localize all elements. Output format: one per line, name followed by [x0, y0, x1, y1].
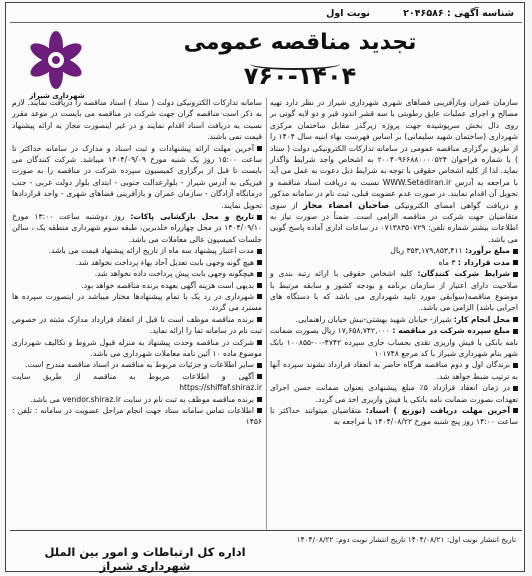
bullet-icon — [513, 408, 518, 413]
left-column — [12, 97, 262, 428]
note-text: سایر اطلاعات و جزئیات مربوط به مناقصه در اسناد مناقصه مندرج است. — [25, 360, 254, 370]
list-item — [270, 382, 518, 405]
ad-id: شناسه آگهی : ۲۰۴۶۵۸۶ — [403, 8, 514, 19]
note-text: مدت اعتبار پیشنهاد سه ماه از تاریخ ارائه پیشنهاد قیمت می باشد. — [48, 246, 254, 256]
note-text: شهرداری در رد یک یا تمام پیشنهادها مختار میباشد در اینصورت سپرده ها مسترد می گردد. — [12, 291, 262, 313]
bullet-icon — [513, 317, 518, 322]
bullet-icon — [257, 146, 262, 151]
ad-title: تجدید مناقصه عمومی — [183, 30, 417, 55]
ad-header — [8, 4, 520, 24]
list-item — [12, 359, 262, 370]
item-label: محل انجام کار: — [453, 314, 510, 324]
item-label: شرایط شرکت کنندگان: — [417, 269, 510, 279]
list-item — [270, 405, 518, 428]
list-item — [270, 325, 518, 359]
list-item — [12, 268, 262, 279]
intro-bold: صاحبان امضاء مجاز — [303, 199, 390, 210]
deadline-text: آخرین مهلت ارائه پیشنهادات و ثبت اسناد و مدارک در سامانه حداکثر تا ساعت ۱۵:۰۰ روز یک شنبه مورخ ۱۴۰۴/۰۹/۰۹ میباشد. شرکت کنندگان می بایست تا قبل از برگزاری کمیسیون سپرده شرکت در مناقصه را به صورت فیزیکی به آدرس شیراز - بلوارعدالت جنوبی - ابتدای بلوار دولت غربی - جنب درمانگاه آزادگان - سازمان عمران و بازآفرینی فضاهای شهری - واحد قراردادها تحویل نمایند. — [12, 143, 263, 210]
bullet-icon — [257, 260, 262, 265]
item-text: متقاضیان میتوانند حداکثر تا ساعت ۱۴:۰۰ روز پنج شنبه مورخ ۱۴۰۴/۰۸/۲۲ با مراجعه به — [270, 405, 518, 427]
list-item — [270, 314, 518, 325]
publication-round: نوبت اول — [326, 8, 370, 19]
opening-text: روز دوشنبه ساعت ۱۳:۰۰ مورخ ۱۴۰۴/۰۹/۱۰ در محل چهارراه خلدبرین، طبقه سوم شهرداری منطقه یک ، سالن جلسات کمیسیون عالی معاملات می باشد. — [12, 212, 262, 244]
bullet-icon — [513, 386, 518, 391]
intro-text: سازمان عمران وبازآفرینی فضاهای شهری شهرداری شیراز در نظر دارد تهیه مصالح و اجرای عملیات عایق رطوبتی با سه قشر اندود قیر و دو لایه گونی بر روی دال بخش سرپوشیده جهت پروژه زیرگذر مقابل ساختمان مرکزی شهرداری (ساختمان شهید سلیمانی) بر اساس فهرست بهاء ابنیه سال ۱۴۰۴ را از طریق برگزاری مناقصه عمومی در سامانه تدارکات الکترونیکی دولت ( ستاد ) با شماره فراخوان ۲۰۰۴۰۹۶۶۸۸۰۰۰۰۵۲۴ به اشخاص واجد شرایط واگذار نماید. لذا از کلیه اشخاص حقوقی با توجه به شرایط ذیل دعوت به عمل می آید با مراجعه به آدرس WWW.Setadiran.ir نسبت به دریافت اسناد مناقصه و تحویل آن اقدام نمایند. در صورت عدم عضویت قبلی، ثبت نام در سامانه مذکور و دریافت گواهی امضای الکترونیکی — [270, 98, 519, 210]
bullet-icon — [257, 408, 262, 413]
bullet-icon — [257, 249, 262, 254]
left-intro: سامانه تدارکات الکترونیکی دولت ( ستاد ) اسناد مناقصه را دریافت نمایند. لازم به ذکر است مناقصه گران جهت شرکت در مناقصه می بایست در موعد مقرر نسبت به دریافت اسناد اقدام نمایند و در غیر اینصورت مجاز به ارائه پیشنهاد قیمت نمی باشند. — [12, 98, 262, 142]
bullet-icon — [257, 215, 262, 220]
list-item — [12, 280, 262, 291]
item-label: آخرین مهلت دریافت (توزیع ) اسناد: — [365, 405, 511, 415]
bullet-icon — [513, 249, 518, 254]
column-divider — [266, 98, 267, 530]
list-item — [270, 245, 518, 256]
item-text: در زمان انعقاد قرارداد ۵٪ مبلغ پیشنهادی بعنوان ضمانت حسن اجرای تعهدات بصورت ضمانت نامه بانکی یا فیش واریزی اخذ می گردد. — [270, 383, 518, 404]
list-item — [270, 359, 518, 382]
note-text: هیچ گونه وجهی بابت تعدیل آحاد بهاء پرداخت نخواهد شد. — [75, 257, 254, 267]
logo-caption: شهرداری شیراز — [29, 92, 85, 100]
right-column — [270, 97, 518, 428]
item-label: مبلغ برآورد: — [465, 246, 510, 256]
item-text: شیراز- خیابان شهید بهشتی-نبش خیابان راهنمایی. — [295, 314, 454, 324]
item-text: ۳۵۳,۱۷۹,۸۵۳,۴۱۱ ریال — [390, 246, 466, 256]
bullet-icon — [513, 329, 518, 334]
opening-label: تاریخ و محل بازگشایی پاکات: — [130, 212, 254, 222]
note-text: اطلاعات تماس سامانه ستاد جهت انجام مراحل عضویت در سامانه : تلفن : ۱۴۵۶ — [12, 405, 262, 427]
bullet-icon — [257, 272, 262, 277]
list-item — [270, 257, 518, 268]
item-label: مبلغ سپرده شرکت در مناقصه : — [392, 326, 511, 336]
list-item — [12, 405, 262, 428]
bullet-icon — [257, 294, 262, 299]
bullet-icon — [513, 363, 518, 368]
intro-tail: از سوی متقاضیان جهت شرکت در مناقصه الزامی است. ضمناً در صورت نیاز به اطلاعات بیشتر شماره تلفن: ۰۷۱۳۸۳۵۰۷۲۹ در ساعات اداری آماده پاسخ گویی می باشد. — [270, 200, 518, 244]
bullet-icon — [513, 272, 518, 277]
note-text: آگهی و اطلاعات مربوط به مناقصه از طریق سایت https://shiffaf.shiraz.ir — [12, 371, 262, 393]
note-text: هیچگونه وجهی بابت پیش پرداخت داده نخواهد شد. — [94, 269, 254, 279]
item-text: برندگان اول و دوم مناقصه هرگاه حاضر به انعقاد قرارداد نشوند سپرده آنها به ترتیب ضبط خواهد شد. — [270, 360, 518, 381]
note-text: برنده مناقصه موظف به ثبت نام در سایت vendor.shiraz.ir می باشد. — [29, 394, 254, 404]
note-text: بدیهی است هزینه آگهی بعهده برنده مناقصه خواهد بود. — [81, 280, 254, 290]
footer-divider — [10, 530, 522, 531]
item-text: ۱۷,۶۵۸,۷۴۲,۰۰۰ ریال بصورت ضمانت نامه بانکی یا فیش واریزی نقدی بحساب جاری سپرده ۴۷۴۲-۰۰-۱۰۰۸۵۵ بانک شهر بنام شهرداری شیراز با کد مرجع ۱۰۱۷۴۸ — [270, 326, 518, 358]
bullet-icon — [257, 397, 262, 402]
header-divider — [10, 22, 522, 23]
item-text: ۳ ماه — [438, 257, 458, 267]
bullet-icon — [257, 363, 262, 368]
bullet-icon — [257, 374, 262, 379]
publication-dates: تاریخ انتشار نوبت اول: ۱۴۰۴/۰۸/۲۱ تاریخ انتشار نوبت دوم: ۱۴۰۴/۰۸/۲۲ — [296, 535, 516, 544]
list-item — [270, 268, 518, 314]
note-text: شرکت در مناقصه وحدت پیشنهاد به منزله قبول شروط و تکالیف شهرداری موضوع ماده ۱۰ آئین نامه معاملات شهرداری می باشد. — [12, 337, 262, 358]
item-text: کلیه اشخاص حقوقی با ارائه رتبه بندی و صلاحیت دارای اعتبار از سازمان برنامه و بودجه کشور و سابقه مرتبط با موضوع مناقصه(سوابقی مورد تایید شهرداری می باشد که با دستگاه های اجرایی باشد) الزامی می باشد. — [270, 269, 518, 313]
intro-paragraph — [270, 97, 518, 245]
item-label: مدت قرارداد : — [457, 257, 510, 267]
list-item — [12, 314, 262, 337]
list-item — [12, 337, 262, 360]
bullet-icon — [257, 317, 262, 322]
list-item — [12, 245, 262, 256]
note-text: برنده مناقصه موظف است تا قبل از انعقاد قرارداد مدارک مثبته در خصوص ثبت نام در سامانه تما را ارائه نماید. — [12, 314, 262, 336]
issuer-name: اداره کل ارتباطات و امور بین الملل شهرداری شیراز — [44, 545, 246, 573]
list-item — [12, 291, 262, 314]
tender-number: ۷۶۰-۱۴۰۴ — [243, 62, 357, 90]
bullet-icon — [257, 340, 262, 345]
list-item — [12, 371, 262, 394]
list-item — [12, 394, 262, 405]
bullet-icon — [257, 283, 262, 288]
list-item — [12, 211, 262, 245]
list-item — [12, 143, 262, 211]
list-item — [12, 257, 262, 268]
bullet-icon — [513, 260, 518, 265]
